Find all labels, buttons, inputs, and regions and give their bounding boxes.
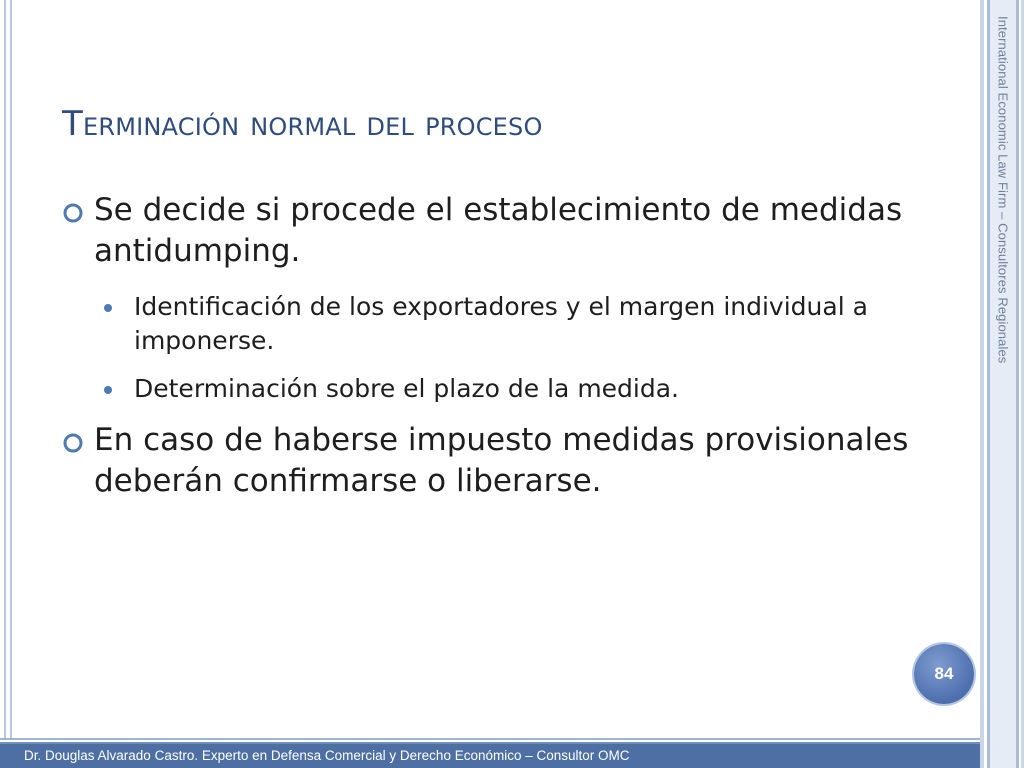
bullet-text: Se decide si procede el establecimiento de medidas antidumping. [94,192,903,269]
circle-bullet-icon [62,202,84,224]
circle-bullet-icon [62,432,84,454]
sub-bullet-list [62,290,942,406]
side-caption-text: International Economic Law Firm – Consultores Regionales [995,16,1011,364]
footer-bar [0,738,980,768]
dot-bullet-icon [104,386,112,394]
page-number-badge [914,644,974,704]
right-side-bar [980,0,1024,768]
footer-text: Dr. Douglas Alvarado Castro. Experto en Defensa Comercial y Derecho Económico – Consultor OMC [24,748,630,763]
slide-title: Terminación normal del proceso [62,104,543,144]
bullet-item [62,420,942,502]
left-border-decoration [0,0,16,738]
sub-bullet-item [62,290,942,358]
dot-bullet-icon [104,304,112,312]
sub-bullet-text: Determinación sobre el plazo de la medida. [134,374,680,403]
sub-bullet-item [62,372,942,406]
slide-content [62,190,942,520]
side-caption [985,16,1021,466]
bullet-text: En caso de haberse impuesto medidas provisionales deberán confirmarse o liberarse. [94,422,909,499]
page-number: 84 [934,664,954,683]
sub-bullet-text: Identificación de los exportadores y el margen individual a imponerse. [134,292,868,355]
bullet-item [62,190,942,272]
